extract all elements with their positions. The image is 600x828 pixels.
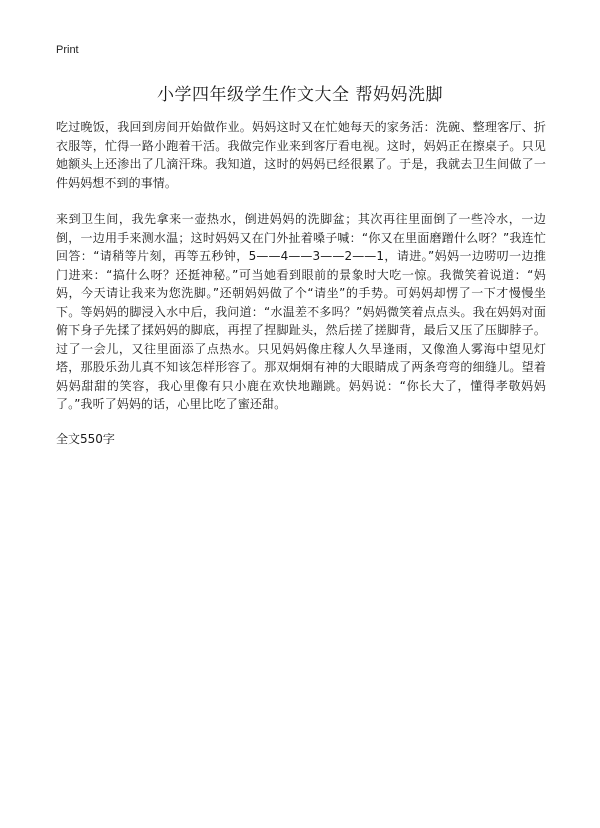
word-count: 全文550字 xyxy=(56,432,115,446)
article-body xyxy=(56,118,546,432)
print-link[interactable]: Print xyxy=(56,44,79,56)
article-paragraph: 吃过晚饭，我回到房间开始做作业。妈妈这时又在忙她每天的家务活：洗碗、整理客厅、折衣服等，忙得一路小跑着干活。我做完作业来到客厅看电视。这时，妈妈正在擦桌子。只见她额头上还渗出了几滴汗珠。我知道，这时的妈妈已经很累了。于是，我就去卫生间做了一件妈妈想不到的事情。 xyxy=(56,120,546,190)
article-paragraph: 来到卫生间，我先拿来一壶热水，倒进妈妈的洗脚盆；其次再往里面倒了一些冷水，一边倒，一边用手来测水温；这时妈妈又在门外扯着嗓子喊：“你又在里面磨蹭什么呀？”我连忙回答：“请稍等片刻，再等五秒钟，5——4——3——2——1，请进。”妈妈一边唠叨一边推门进来：“搞什么呀？还挺神秘。”可当她看到眼前的景象时大吃一惊。我微笑着说道：“妈妈，今天请让我来为您洗脚。”还朝妈妈做了个“请坐”的手势。可妈妈却愣了一下才慢慢坐下。等妈妈的脚浸入水中后，我问道：“水温差不多吗？”妈妈微笑着点点头。我在妈妈对面俯下身子先揉了揉妈妈的脚底，再捏了捏脚趾头，然后搓了搓脚背，最后又压了压脚脖子。过了一会儿，又往里面添了点热水。只见妈妈像庄稼人久旱逢雨，又像渔人雾海中望见灯塔，那股乐劲儿真不知该怎样形容了。那双炯炯有神的大眼睛成了两条弯弯的细缝儿。望着妈妈甜甜的笑容，我心里像有只小鹿在欢快地蹦跳。妈妈说：“你长大了，懂得孝敬妈妈了。”我听了妈妈的话，心里比吃了蜜还甜。 xyxy=(56,212,546,411)
article-title: 小学四年级学生作文大全 帮妈妈洗脚 xyxy=(157,85,443,105)
